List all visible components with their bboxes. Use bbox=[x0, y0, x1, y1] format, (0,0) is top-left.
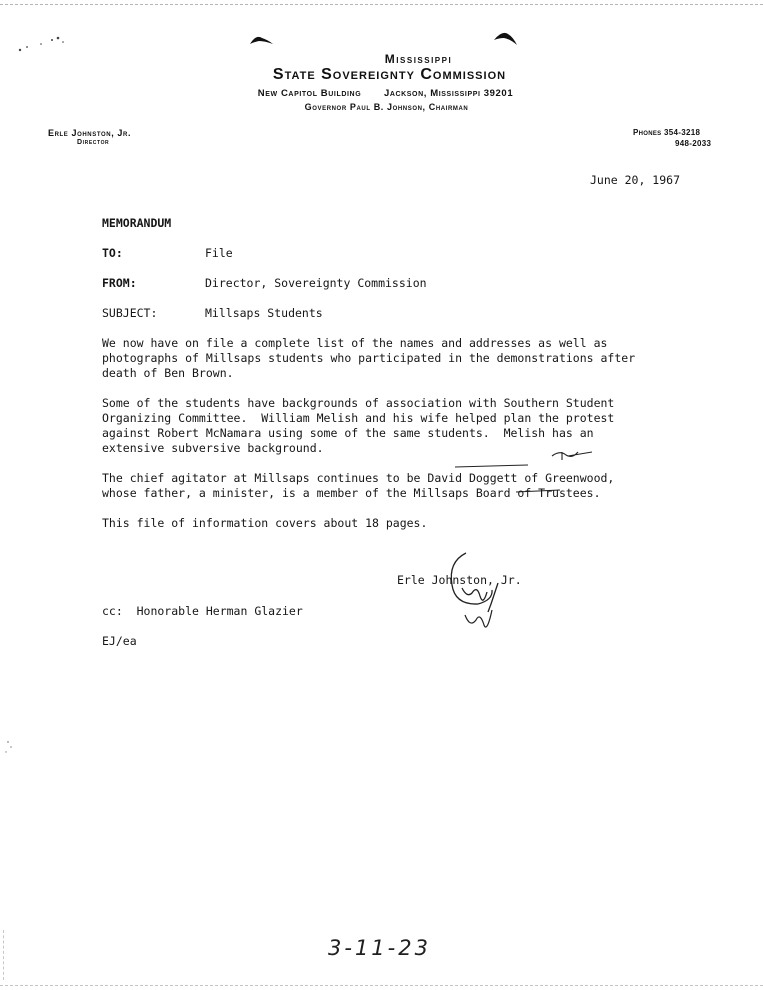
body-line: whose father, a minister, is a member of the Millsaps Board of Trustees. bbox=[102, 486, 601, 500]
phone-primary: 354-3218 bbox=[664, 128, 701, 137]
letterhead-state: Mississippi bbox=[384, 52, 453, 66]
phone-primary-line bbox=[633, 128, 700, 137]
body-line: photographs of Millsaps students who participated in the demonstrations after bbox=[102, 351, 636, 365]
body-line: against Robert McNamara using some of the same students. Melish has an bbox=[102, 426, 594, 440]
initials: EJ/ea bbox=[102, 634, 137, 648]
signature-name: Erle Johnston, Jr. bbox=[397, 573, 522, 587]
body-line: This file of information covers about 18 pages. bbox=[102, 516, 428, 530]
body-line: Organizing Committee. William Melish and his wife helped plan the protest bbox=[102, 411, 615, 425]
letterhead-governor: Governor Paul B. Johnson, Chairman bbox=[304, 102, 469, 112]
cc-line: cc: Honorable Herman Glazier bbox=[102, 604, 303, 618]
body-line: extensive subversive background. bbox=[102, 441, 324, 455]
signature-paraph-icon bbox=[465, 610, 492, 627]
phones-label: Phones bbox=[633, 128, 662, 137]
from-label: FROM: bbox=[102, 276, 137, 290]
file-number: 3-11-23 bbox=[328, 936, 431, 960]
letterhead-address bbox=[4, 88, 763, 99]
margin-smudge-icon bbox=[5, 741, 12, 753]
right-bird-seal-icon bbox=[494, 33, 517, 45]
from-value: Director, Sovereignty Commission bbox=[205, 276, 427, 290]
pen-check-mark-icon bbox=[552, 452, 592, 460]
corner-smudge-icon bbox=[19, 37, 64, 52]
letterhead-building: New Capitol Building bbox=[257, 88, 362, 99]
letterhead-commission: State Sovereignty Commission bbox=[272, 66, 507, 83]
letterhead-city: Jackson, Mississippi 39201 bbox=[383, 88, 514, 99]
director-name: Erle Johnston, Jr. bbox=[48, 128, 132, 138]
to-label: TO: bbox=[102, 246, 123, 260]
memo-heading: MEMORANDUM bbox=[102, 216, 172, 230]
body-line: death of Ben Brown. bbox=[102, 366, 234, 380]
memo-date: June 20, 1967 bbox=[590, 173, 681, 187]
body-line: The chief agitator at Millsaps continues to be David Doggett of Greenwood, bbox=[102, 471, 615, 485]
body-line: We now have on file a complete list of the names and addresses as well as bbox=[102, 336, 608, 350]
subject-value: Millsaps Students bbox=[205, 306, 323, 320]
phone-secondary: 948-2033 bbox=[675, 139, 712, 148]
director-title: Director bbox=[77, 139, 110, 146]
left-bird-seal-icon bbox=[250, 37, 273, 44]
subject-label: SUBJECT: bbox=[102, 306, 158, 320]
underline-mark-icon bbox=[455, 465, 528, 467]
to-value: File bbox=[205, 246, 233, 260]
body-line: Some of the students have backgrounds of association with Southern Student bbox=[102, 396, 615, 410]
